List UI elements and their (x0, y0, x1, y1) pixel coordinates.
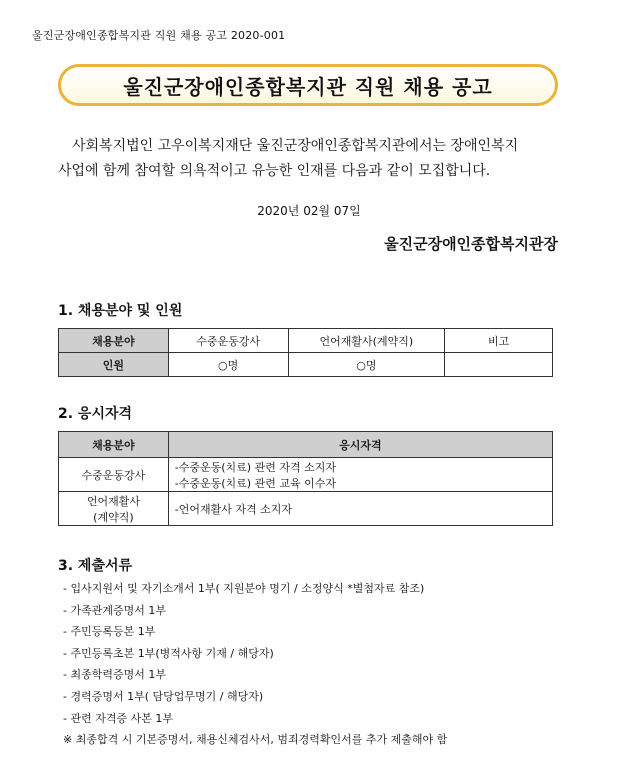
table-cell: 수중운동강사 (168, 329, 288, 353)
list-item: - 경력증명서 1부( 담당업무명기 / 해당자) (63, 689, 264, 703)
document-code: 울진군장애인종합복지관 직원 채용 공고 2020-001 (32, 29, 286, 42)
qualification-table (58, 431, 553, 526)
intro-line-2: 사업에 함께 참여할 의욕적이고 유능한 인재를 다음과 같이 모집합니다. (58, 163, 491, 179)
table-row (59, 353, 553, 377)
table-row (59, 432, 553, 458)
table-header-cell: 인원 (59, 353, 169, 377)
section3-heading: 3. 제출서류 (58, 558, 133, 574)
recruitment-table (58, 328, 553, 377)
list-item: - 최종학력증명서 1부 (63, 668, 166, 682)
table-row (59, 458, 553, 492)
list-item: - 가족관계증명서 1부 (63, 603, 166, 617)
qualification-line: -수중운동(치료) 관련 자격 소지자 (174, 460, 336, 474)
section1-heading: 1. 채용분야 및 인원 (58, 303, 183, 319)
table-row (59, 492, 553, 526)
table-cell: 언어재활사(계약직) (288, 329, 445, 353)
table-cell: ○명 (168, 353, 288, 377)
list-item: - 입사지원서 및 자기소개서 1부( 지원분야 명기 / 소정양식 *별첨자료 참조) (63, 582, 425, 595)
qualification-line: -수중운동(치료) 관련 교육 이수자 (174, 476, 336, 490)
list-item: - 주민등록등본 1부 (63, 625, 156, 639)
table-cell: 수중운동강사 (59, 458, 169, 492)
table-cell: ○명 (288, 353, 445, 377)
field-line: 언어재활사 (86, 494, 140, 508)
table-header-cell: 채용분야 (59, 432, 169, 458)
organization-signature: 울진군장애인종합복지관장 (384, 235, 558, 253)
table-cell (445, 353, 553, 377)
list-item: - 관련 자격증 사본 1부 (63, 711, 173, 725)
list-item: ※ 최종합격 시 기본증명서, 채용신체검사서, 범죄경력확인서를 추가 제출해야 함 (63, 733, 448, 747)
section2-heading: 2. 응시자격 (58, 406, 133, 422)
documents-list (63, 578, 447, 751)
table-row (59, 329, 553, 353)
table-header-cell: 채용분야 (59, 329, 169, 353)
table-cell: -언어재활사 자격 소지자 (168, 492, 552, 526)
intro-line-1: 사회복지법인 고우이복지재단 울진군장애인종합복지관에서는 장애인복지 (72, 138, 519, 154)
title-banner (58, 64, 558, 106)
table-cell (168, 458, 552, 492)
intro-paragraph (58, 134, 558, 184)
list-item: - 주민등록초본 1부(병적사항 기재 / 해당자) (63, 646, 274, 660)
field-line: (계약직) (93, 510, 134, 524)
table-cell: 비고 (445, 329, 553, 353)
table-cell (59, 492, 169, 526)
table-header-cell: 응시자격 (168, 432, 552, 458)
page-title: 울진군장애인종합복지관 직원 채용 공고 (123, 74, 493, 99)
announcement-date: 2020년 02월 07일 (257, 204, 361, 218)
